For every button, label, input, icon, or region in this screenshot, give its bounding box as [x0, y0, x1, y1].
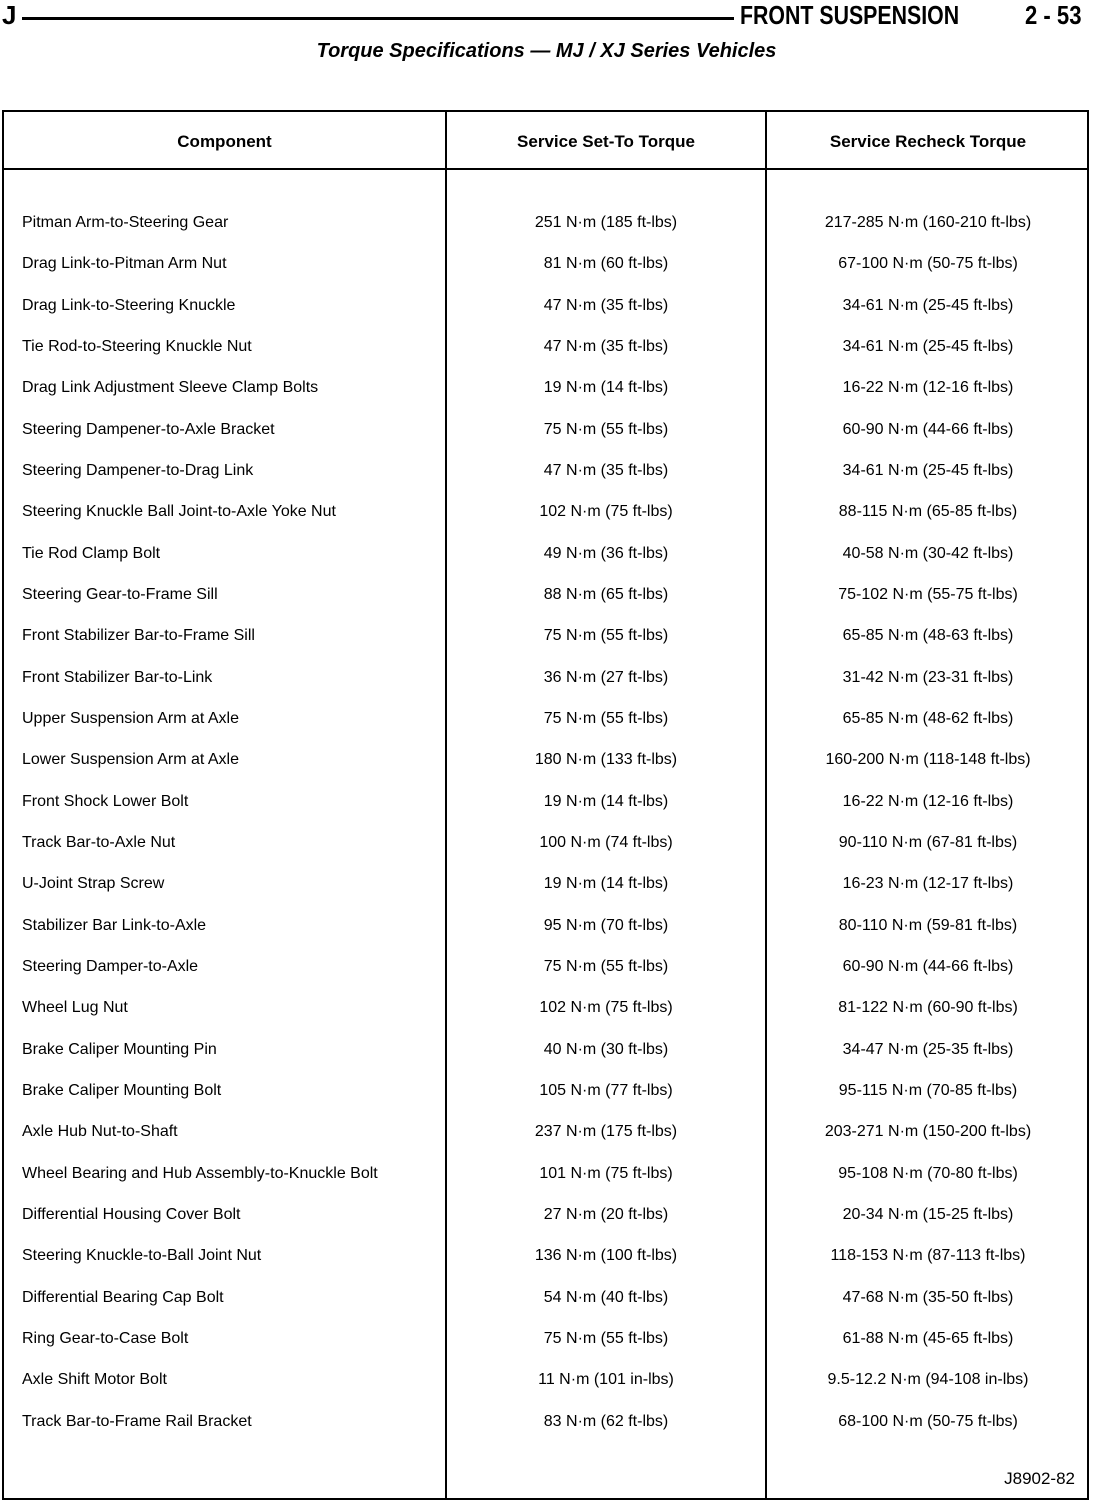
table-row — [4, 705, 1087, 733]
component-cell: Track Bar-to-Frame Rail Bracket — [22, 1413, 252, 1430]
set-to-torque-cell: 251 N·m (185 ft-lbs) — [534, 214, 678, 231]
component-cell: Brake Caliper Mounting Pin — [22, 1041, 217, 1058]
set-to-torque-cell: 136 N·m (100 ft-lbs) — [534, 1247, 678, 1264]
recheck-torque-cell: 9.5-12.2 N·m (94-108 in-lbs) — [827, 1371, 1029, 1388]
component-cell: Front Stabilizer Bar-to-Frame Sill — [22, 627, 255, 644]
header-letter: J — [2, 0, 17, 30]
component-cell: Steering Knuckle Ball Joint-to-Axle Yoke Nut — [22, 503, 336, 520]
recheck-torque-cell: 67-100 N·m (50-75 ft-lbs) — [838, 255, 1018, 272]
component-cell: Drag Link Adjustment Sleeve Clamp Bolts — [22, 379, 319, 396]
table-row — [4, 953, 1087, 981]
table-row — [4, 1118, 1087, 1146]
component-cell: Lower Suspension Arm at Axle — [22, 751, 240, 768]
recheck-torque-cell: 20-34 N·m (15-25 ft-lbs) — [842, 1206, 1014, 1223]
component-cell: Wheel Bearing and Hub Assembly-to-Knuckle Bolt — [22, 1165, 378, 1182]
component-cell: Tie Rod Clamp Bolt — [22, 545, 161, 562]
component-cell: Pitman Arm-to-Steering Gear — [22, 214, 229, 231]
recheck-torque-cell: 31-42 N·m (23-31 ft-lbs) — [842, 669, 1014, 686]
table-row — [4, 829, 1087, 857]
table-row — [4, 292, 1087, 320]
recheck-torque-cell: 88-115 N·m (65-85 ft-lbs) — [838, 503, 1018, 520]
table-row — [4, 333, 1087, 361]
set-to-torque-cell: 19 N·m (14 ft-lbs) — [543, 793, 669, 810]
table-row — [4, 1077, 1087, 1105]
set-to-torque-cell: 75 N·m (55 ft-lbs) — [543, 710, 669, 727]
set-to-torque-cell: 47 N·m (35 ft-lbs) — [543, 297, 669, 314]
recheck-torque-cell: 34-61 N·m (25-45 ft-lbs) — [842, 462, 1014, 479]
set-to-torque-cell: 75 N·m (55 ft-lbs) — [543, 1330, 669, 1347]
table-row — [4, 250, 1087, 278]
set-to-torque-cell: 95 N·m (70 ft-lbs) — [543, 917, 669, 934]
set-to-torque-cell: 102 N·m (75 ft-lbs) — [539, 503, 673, 520]
component-cell: Stabilizer Bar Link-to-Axle — [22, 917, 207, 934]
component-cell: U-Joint Strap Screw — [22, 875, 165, 892]
component-cell: Front Stabilizer Bar-to-Link — [22, 669, 213, 686]
recheck-torque-cell: 60-90 N·m (44-66 ft-lbs) — [842, 958, 1014, 975]
recheck-torque-cell: 90-110 N·m (67-81 ft-lbs) — [838, 834, 1018, 851]
set-to-torque-cell: 102 N·m (75 ft-lbs) — [539, 999, 673, 1016]
set-to-torque-cell: 47 N·m (35 ft-lbs) — [543, 338, 669, 355]
component-cell: Wheel Lug Nut — [22, 999, 128, 1016]
header-divider — [4, 168, 1087, 170]
set-to-torque-cell: 237 N·m (175 ft-lbs) — [534, 1123, 678, 1140]
recheck-torque-cell: 34-61 N·m (25-45 ft-lbs) — [842, 297, 1014, 314]
set-to-torque-cell: 54 N·m (40 ft-lbs) — [543, 1289, 669, 1306]
table-row — [4, 1036, 1087, 1064]
recheck-torque-cell: 34-61 N·m (25-45 ft-lbs) — [842, 338, 1014, 355]
component-cell: Drag Link-to-Pitman Arm Nut — [22, 255, 227, 272]
set-to-torque-cell: 100 N·m (74 ft-lbs) — [539, 834, 673, 851]
table-row — [4, 457, 1087, 485]
component-cell: Ring Gear-to-Case Bolt — [22, 1330, 189, 1347]
table-row — [4, 1242, 1087, 1270]
component-cell: Brake Caliper Mounting Bolt — [22, 1082, 222, 1099]
recheck-torque-cell: 217-285 N·m (160-210 ft-lbs) — [824, 214, 1032, 231]
recheck-torque-cell: 16-23 N·m (12-17 ft-lbs) — [842, 875, 1014, 892]
recheck-torque-cell: 16-22 N·m (12-16 ft-lbs) — [842, 379, 1014, 396]
set-to-torque-cell: 49 N·m (36 ft-lbs) — [543, 545, 669, 562]
recheck-torque-cell: 40-58 N·m (30-42 ft-lbs) — [842, 545, 1014, 562]
recheck-torque-cell: 61-88 N·m (45-65 ft-lbs) — [842, 1330, 1014, 1347]
table-row — [4, 1325, 1087, 1353]
set-to-torque-cell: 75 N·m (55 ft-lbs) — [543, 958, 669, 975]
column-header-recheck-torque: Service Recheck Torque — [829, 132, 1027, 151]
column-header-component: Component — [177, 132, 272, 151]
set-to-torque-cell: 75 N·m (55 ft-lbs) — [543, 421, 669, 438]
set-to-torque-cell: 105 N·m (77 ft-lbs) — [539, 1082, 673, 1099]
table-row — [4, 622, 1087, 650]
component-cell: Differential Housing Cover Bolt — [22, 1206, 241, 1223]
component-cell: Drag Link-to-Steering Knuckle — [22, 297, 236, 314]
set-to-torque-cell: 83 N·m (62 ft-lbs) — [543, 1413, 669, 1430]
set-to-torque-cell: 81 N·m (60 ft-lbs) — [543, 255, 669, 272]
table-row — [4, 540, 1087, 568]
component-cell: Track Bar-to-Axle Nut — [22, 834, 176, 851]
set-to-torque-cell: 19 N·m (14 ft-lbs) — [543, 379, 669, 396]
recheck-torque-cell: 47-68 N·m (35-50 ft-lbs) — [842, 1289, 1014, 1306]
recheck-torque-cell: 203-271 N·m (150-200 ft-lbs) — [824, 1123, 1032, 1140]
table-row — [4, 1366, 1087, 1394]
component-cell: Steering Gear-to-Frame Sill — [22, 586, 218, 603]
table-row — [4, 1201, 1087, 1229]
table-row — [4, 581, 1087, 609]
table-title: Torque Specifications — MJ / XJ Series Vehicles — [316, 40, 777, 62]
set-to-torque-cell: 27 N·m (20 ft-lbs) — [543, 1206, 669, 1223]
table-row — [4, 1408, 1087, 1436]
set-to-torque-cell: 75 N·m (55 ft-lbs) — [543, 627, 669, 644]
recheck-torque-cell: 60-90 N·m (44-66 ft-lbs) — [842, 421, 1014, 438]
torque-table — [2, 110, 1089, 1500]
set-to-torque-cell: 88 N·m (65 ft-lbs) — [543, 586, 669, 603]
section-title: FRONT SUSPENSION — [740, 0, 960, 30]
table-row — [4, 374, 1087, 402]
table-row — [4, 870, 1087, 898]
recheck-torque-cell: 65-85 N·m (48-62 ft-lbs) — [842, 710, 1014, 727]
component-cell: Steering Dampener-to-Drag Link — [22, 462, 254, 479]
table-row — [4, 912, 1087, 940]
table-row — [4, 1284, 1087, 1312]
table-row — [4, 498, 1087, 526]
table-row — [4, 209, 1087, 237]
figure-id: J8902-82 — [1004, 1469, 1075, 1488]
component-cell: Tie Rod-to-Steering Knuckle Nut — [22, 338, 252, 355]
component-cell: Axle Hub Nut-to-Shaft — [22, 1123, 178, 1140]
header-rule — [22, 17, 734, 20]
component-cell: Differential Bearing Cap Bolt — [22, 1289, 224, 1306]
component-cell: Axle Shift Motor Bolt — [22, 1371, 167, 1388]
table-row — [4, 994, 1087, 1022]
recheck-torque-cell: 16-22 N·m (12-16 ft-lbs) — [842, 793, 1014, 810]
recheck-torque-cell: 34-47 N·m (25-35 ft-lbs) — [842, 1041, 1014, 1058]
component-cell: Steering Knuckle-to-Ball Joint Nut — [22, 1247, 262, 1264]
table-row — [4, 1160, 1087, 1188]
set-to-torque-cell: 19 N·m (14 ft-lbs) — [543, 875, 669, 892]
recheck-torque-cell: 81-122 N·m (60-90 ft-lbs) — [838, 999, 1018, 1016]
component-cell: Front Shock Lower Bolt — [22, 793, 189, 810]
table-row — [4, 788, 1087, 816]
recheck-torque-cell: 80-110 N·m (59-81 ft-lbs) — [838, 917, 1018, 934]
recheck-torque-cell: 75-102 N·m (55-75 ft-lbs) — [838, 586, 1018, 603]
page-number: 2 - 53 — [1024, 0, 1081, 30]
table-row — [4, 416, 1087, 444]
column-header-set-to-torque: Service Set-To Torque — [517, 132, 695, 151]
set-to-torque-cell: 180 N·m (133 ft-lbs) — [534, 751, 678, 768]
recheck-torque-cell: 160-200 N·m (118-148 ft-lbs) — [825, 751, 1031, 768]
set-to-torque-cell: 47 N·m (35 ft-lbs) — [543, 462, 669, 479]
set-to-torque-cell: 36 N·m (27 ft-lbs) — [543, 669, 669, 686]
set-to-torque-cell: 11 N·m (101 in-lbs) — [538, 1371, 674, 1388]
recheck-torque-cell: 65-85 N·m (48-63 ft-lbs) — [842, 627, 1014, 644]
recheck-torque-cell: 95-115 N·m (70-85 ft-lbs) — [838, 1082, 1018, 1099]
recheck-torque-cell: 68-100 N·m (50-75 ft-lbs) — [838, 1413, 1018, 1430]
recheck-torque-cell: 118-153 N·m (87-113 ft-lbs) — [830, 1247, 1026, 1264]
recheck-torque-cell: 95-108 N·m (70-80 ft-lbs) — [838, 1165, 1018, 1182]
table-row — [4, 664, 1087, 692]
set-to-torque-cell: 101 N·m (75 ft-lbs) — [539, 1165, 673, 1182]
set-to-torque-cell: 40 N·m (30 ft-lbs) — [543, 1041, 669, 1058]
table-row — [4, 746, 1087, 774]
component-cell: Upper Suspension Arm at Axle — [22, 710, 240, 727]
component-cell: Steering Damper-to-Axle — [22, 958, 199, 975]
page-header — [0, 0, 1093, 36]
component-cell: Steering Dampener-to-Axle Bracket — [22, 421, 275, 438]
